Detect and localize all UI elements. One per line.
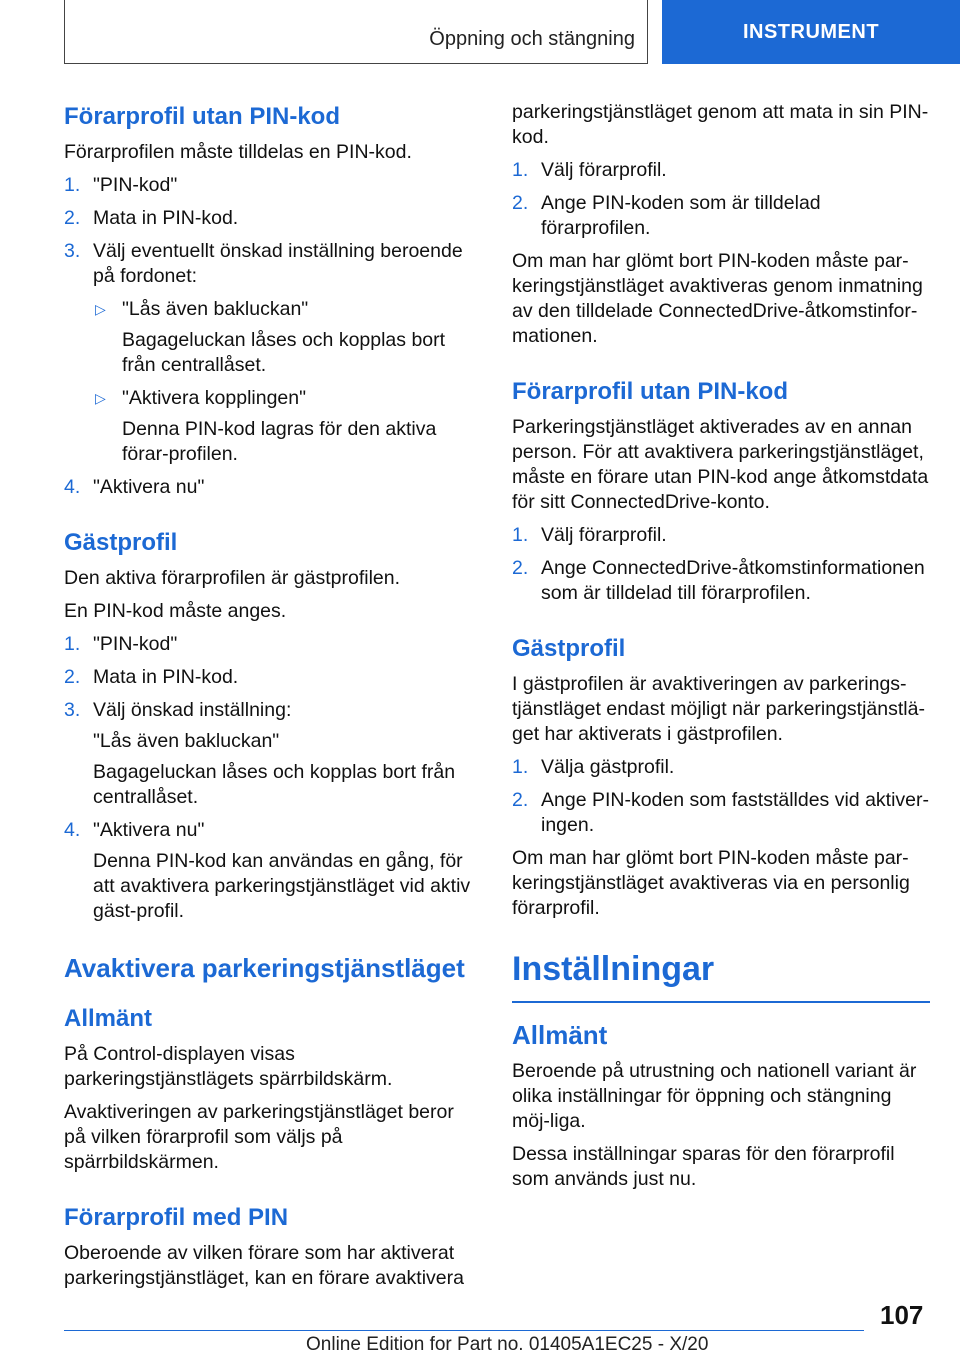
paragraph: parkeringstjänstläget genom att mata in sin PIN-kod. (512, 101, 929, 148)
heading-deactivate-valet-mode: Avaktivera parkeringstjänstläget (64, 953, 465, 983)
page-number: 107 (880, 1300, 924, 1330)
step-text: Mata in PIN-kod. (93, 666, 239, 688)
heading-guest-profile: Gästprofil (512, 635, 626, 662)
step-number: 4. (64, 476, 81, 498)
option-item (93, 297, 480, 378)
step-number: 1. (512, 159, 529, 181)
paragraph: Oberoende av vilken förare som har aktiverat parkeringstjänstläget, kan en förare avaktivera (64, 1242, 464, 1289)
step-text: Välj förarprofil. (541, 524, 667, 546)
option-desc: Denna PIN-kod lagras för den aktiva förar-profilen. (122, 418, 437, 465)
step-number: 4. (64, 819, 81, 841)
right-column (512, 100, 930, 1200)
steps-list (64, 632, 480, 924)
triangle-bullet-icon: ▷ (95, 390, 106, 406)
paragraph: På Control-displayen visas parkeringstjänstlägets spärrbildskärm. (64, 1043, 393, 1090)
list-item (512, 755, 930, 780)
step-text: Välj önskad inställning: (93, 699, 292, 721)
list-item (512, 788, 930, 838)
footer-divider (64, 1330, 864, 1331)
step-text: "PIN-kod" (93, 174, 178, 196)
step-text: Välj eventuellt önskad inställning beroende på fordonet: (93, 240, 463, 287)
option-title: "Lås även bakluckan" (122, 298, 309, 320)
heading-divider (512, 1001, 930, 1003)
paragraph: Förarprofilen måste tilldelas en PIN-kod. (64, 141, 412, 163)
step-number: 2. (512, 192, 529, 214)
option-item (93, 386, 480, 467)
list-item (512, 191, 930, 241)
step-number: 1. (512, 756, 529, 778)
heading-settings: Inställningar (512, 950, 715, 988)
list-item (64, 239, 480, 467)
step-number: 2. (64, 666, 81, 688)
paragraph: Dessa inställningar sparas för den förarprofil som används just nu. (512, 1143, 895, 1190)
list-item (512, 556, 930, 606)
step-text: Ange PIN-koden som fastställdes vid aktiver-ingen. (541, 789, 930, 836)
step-number: 3. (64, 240, 81, 262)
section-title: Öppning och stängning (429, 28, 635, 50)
list-item (64, 475, 480, 500)
paragraph: I gästprofilen är avaktiveringen av parkerings-tjänstläget endast möjligt när parkeringstjänstlä-get har aktiverats i gästprofilen. (512, 673, 925, 745)
paragraph: Om man har glömt bort PIN-koden måste par-keringstjänstläget avaktiveras via en personlig förarprofil. (512, 847, 910, 919)
step-number: 1. (64, 633, 81, 655)
list-item (512, 158, 930, 183)
heading-guest-profile: Gästprofil (64, 529, 178, 556)
heading-driver-profile-without-pin: Förarprofil utan PIN-kod (512, 378, 788, 405)
list-item (512, 523, 930, 548)
step-text: Mata in PIN-kod. (93, 207, 239, 229)
steps-list (512, 523, 930, 606)
step-text: Välj förarprofil. (541, 159, 667, 181)
triangle-bullet-icon: ▷ (95, 301, 106, 317)
step-number: 1. (64, 174, 81, 196)
footer-edition: Online Edition for Part no. 01405A1EC25 - X/20 (306, 1334, 709, 1355)
steps-list (512, 158, 930, 241)
step-number: 2. (512, 557, 529, 579)
steps-list (64, 173, 480, 500)
step-subtext: Denna PIN-kod kan användas en gång, för att avaktivera parkeringstjänstläget vid aktiv gäst-profil. (93, 850, 471, 922)
step-number: 2. (64, 207, 81, 229)
step-text: Ange PIN-koden som är tilldelad förarprofilen. (541, 192, 821, 239)
step-text: "Aktivera nu" (93, 819, 205, 841)
paragraph: En PIN-kod måste anges. (64, 600, 287, 622)
heading-general: Allmänt (64, 1005, 153, 1032)
step-number: 1. (512, 524, 529, 546)
step-number: 3. (64, 699, 81, 721)
paragraph: Parkeringstjänstläget aktiverades av en annan person. För att avaktivera parkeringstjänstläget, måste en förare utan PIN-kod ange åtkomstdata för sitt ConnectedDrive-konto. (512, 416, 929, 513)
list-item (64, 698, 480, 810)
paragraph: Beroende på utrustning och nationell variant är olika inställningar för öppning och stängning möj-liga. (512, 1060, 917, 1132)
list-item (64, 818, 480, 924)
step-text: "Aktivera nu" (93, 476, 205, 498)
step-number: 2. (512, 789, 529, 811)
options-list (93, 297, 480, 467)
list-item (64, 632, 480, 657)
heading-driver-profile-with-pin: Förarprofil med PIN (64, 1204, 289, 1231)
step-text: "PIN-kod" (93, 633, 178, 655)
heading-driver-profile-without-pin: Förarprofil utan PIN-kod (64, 103, 340, 130)
list-item (64, 206, 480, 231)
step-subtext: "Lås även bakluckan" (93, 730, 280, 752)
step-text: Välja gästprofil. (541, 756, 675, 778)
list-item (64, 665, 480, 690)
step-text: Ange ConnectedDrive-åtkomstinformationen som är tilldelad till förarprofilen. (541, 557, 925, 604)
paragraph: Avaktiveringen av parkeringstjänstläget beror på vilken förarprofil som väljs på spärrbildskärmen. (64, 1101, 454, 1173)
paragraph: Om man har glömt bort PIN-koden måste par-keringstjänstläget avaktiveras genom inmatning av den tilldelade ConnectedDrive-åtkomstinfor-mationen. (512, 250, 923, 347)
option-title: "Aktivera kopplingen" (122, 387, 307, 409)
left-column (64, 100, 480, 1299)
list-item (64, 173, 480, 198)
heading-general: Allmänt (512, 1020, 608, 1050)
step-subtext: Bagageluckan låses och kopplas bort från centrallåset. (93, 761, 456, 808)
chapter-tab[interactable]: INSTRUMENT (662, 0, 960, 64)
paragraph: Den aktiva förarprofilen är gästprofilen. (64, 567, 401, 589)
steps-list (512, 755, 930, 838)
option-desc: Bagageluckan låses och kopplas bort från centrallåset. (122, 329, 446, 376)
